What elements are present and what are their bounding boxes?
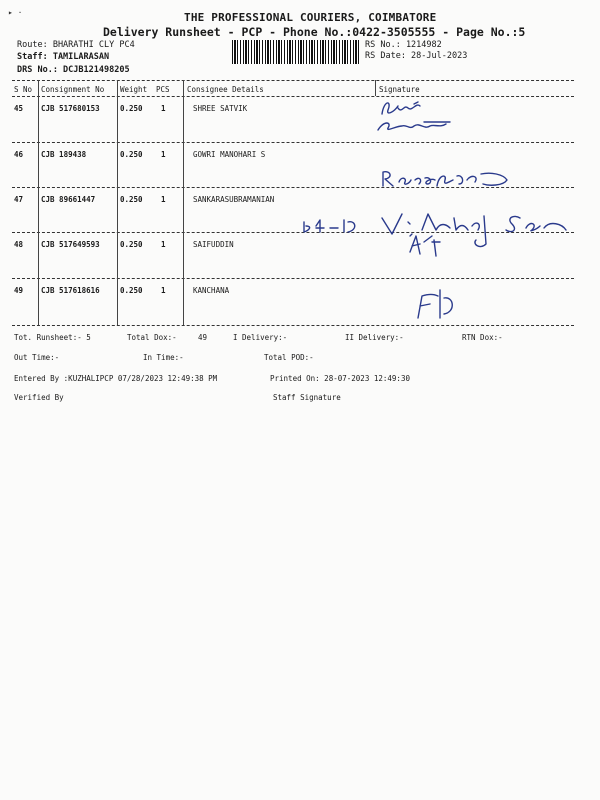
table-row-weight: 0.250 xyxy=(120,104,143,113)
column-header-pcs: PCS xyxy=(156,85,170,94)
column-divider xyxy=(183,80,184,325)
column-header-signature: Signature xyxy=(379,85,420,94)
handwritten-signature xyxy=(370,96,460,138)
column-header-consignee: Consignee Details xyxy=(187,85,264,94)
table-row-weight: 0.250 xyxy=(120,195,143,204)
table-row-pcs: 1 xyxy=(161,150,166,159)
runsheet-subtitle: Delivery Runsheet - PCP - Phone No.:0422-3505555 - Page No.:5 xyxy=(103,25,526,39)
table-row-sno: 47 xyxy=(14,195,24,204)
table-row-weight: 0.250 xyxy=(120,240,143,249)
column-divider xyxy=(38,80,39,325)
table-row-consignment: CJB 89661447 xyxy=(41,195,96,204)
scan-mark: ▸ · xyxy=(8,8,23,17)
table-row-consignment: CJB 189438 xyxy=(41,150,87,159)
table-row-pcs: 1 xyxy=(161,240,166,249)
barcode xyxy=(232,40,360,64)
row-rule xyxy=(12,142,574,143)
table-row-weight: 0.250 xyxy=(120,150,143,159)
second-delivery-label: II Delivery:- xyxy=(345,333,404,342)
table-row-sno: 49 xyxy=(14,286,24,295)
verified-by-label: Verified By xyxy=(14,393,64,402)
table-row-consignee: SAIFUDDIN xyxy=(193,240,234,249)
in-time-label: In Time:- xyxy=(143,353,184,362)
route-label: Route: BHARATHI CLY PC4 xyxy=(17,40,135,50)
drs-number: DRS No.: DCJB121498205 xyxy=(17,65,130,75)
table-row-pcs: 1 xyxy=(161,195,166,204)
handwritten-signature xyxy=(375,166,525,190)
column-divider xyxy=(117,80,118,325)
printed-on: Printed On: 28-07-2023 12:49:30 xyxy=(270,374,410,383)
table-row-consignment: CJB 517680153 xyxy=(41,104,100,113)
table-row-sno: 46 xyxy=(14,150,24,159)
rs-date: RS Date: 28-Jul-2023 xyxy=(365,51,468,61)
table-row-consignee: SHREE SATVIK xyxy=(193,104,248,113)
total-pod-label: Total POD:- xyxy=(264,353,314,362)
rs-number: RS No.: 1214982 xyxy=(365,40,442,50)
staff-label: Staff: TAMILARASAN xyxy=(17,52,110,62)
column-divider xyxy=(375,80,376,96)
column-header-consignment: Consignment No xyxy=(41,85,105,94)
company-title: THE PROFESSIONAL COURIERS, COIMBATORE xyxy=(184,11,437,24)
total-dox-label: Total Dox:- xyxy=(127,333,177,342)
handwritten-signature xyxy=(410,286,470,322)
table-bottom-rule xyxy=(12,325,574,326)
table-row-consignee: SANKARASUBRAMANIAN xyxy=(193,195,275,204)
table-row-sno: 48 xyxy=(14,240,24,249)
table-row-consignee: KANCHANA xyxy=(193,286,230,295)
table-row-pcs: 1 xyxy=(161,104,166,113)
table-top-rule xyxy=(12,80,574,81)
total-runsheet: Tot. Runsheet:- 5 xyxy=(14,333,91,342)
column-header-weight: Weight xyxy=(120,85,148,94)
first-delivery-label: I Delivery:- xyxy=(233,333,288,342)
entered-by: Entered By :KUZHALIPCP 07/28/2023 12:49:38 PM xyxy=(14,374,218,383)
table-row-sno: 45 xyxy=(14,104,24,113)
table-row-consignee: GOWRI MANOHARI S xyxy=(193,150,266,159)
table-row-weight: 0.250 xyxy=(120,286,143,295)
table-header-rule xyxy=(12,96,574,97)
total-dox-value: 49 xyxy=(198,333,208,342)
column-header-sno: S No xyxy=(14,85,33,94)
handwritten-signature xyxy=(300,200,570,280)
out-time-label: Out Time:- xyxy=(14,353,60,362)
return-dox-label: RTN Dox:- xyxy=(462,333,503,342)
table-row-consignment: CJB 517618616 xyxy=(41,286,100,295)
table-row-consignment: CJB 517649593 xyxy=(41,240,100,249)
table-row-pcs: 1 xyxy=(161,286,166,295)
staff-signature-label: Staff Signature xyxy=(273,393,341,402)
